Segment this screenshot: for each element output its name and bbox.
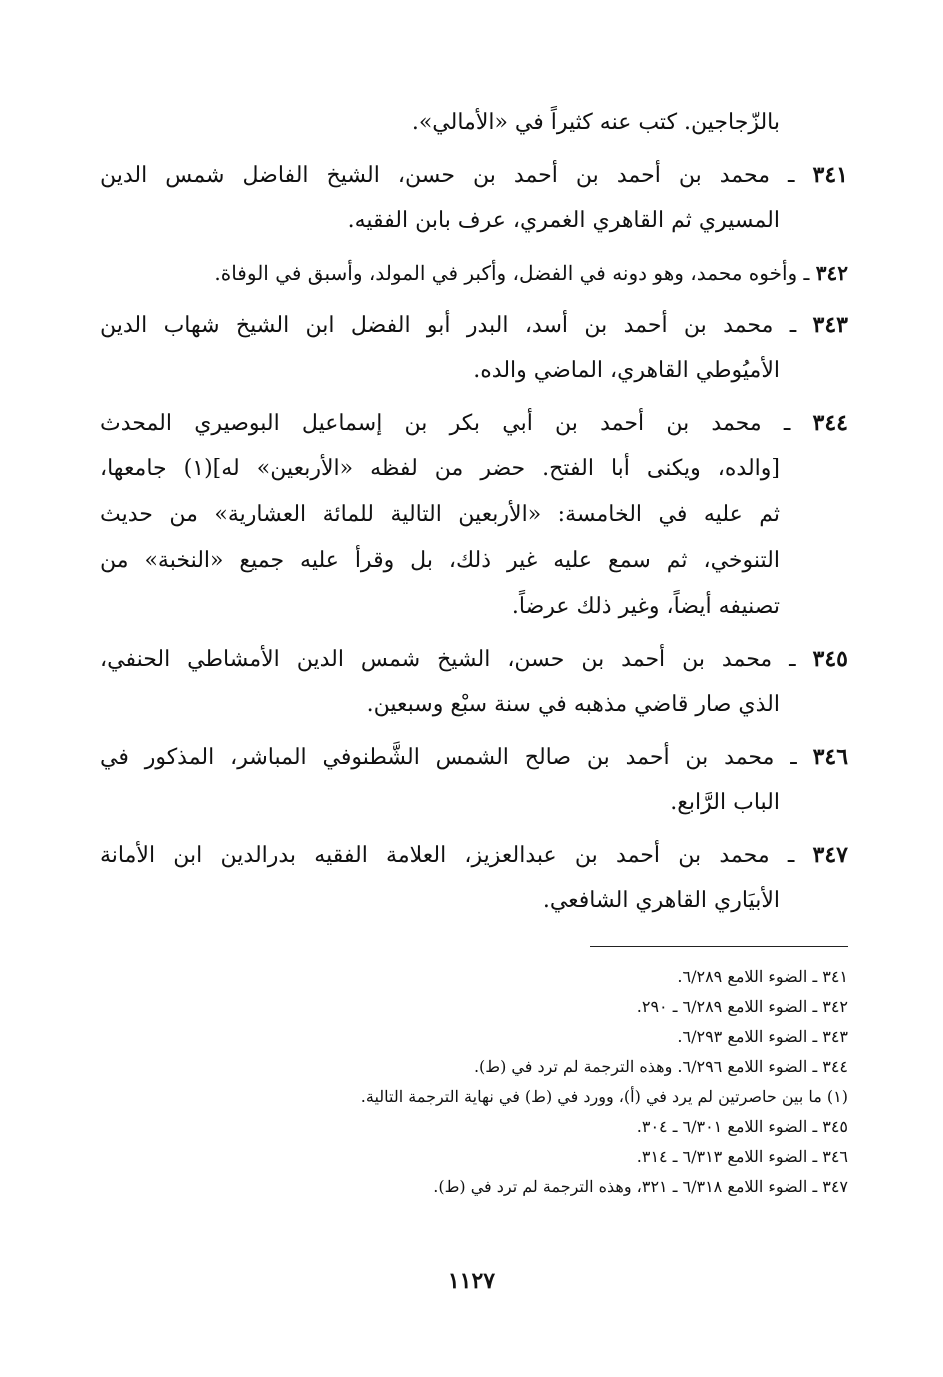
entry-line: الأبيَاري القاهري الشافعي. xyxy=(542,888,780,913)
intro-paragraph xyxy=(100,100,848,146)
entry-347 xyxy=(100,832,848,924)
entry-line: ٣٤١ ـ محمد بن أحمد بن أحمد بن حسن، الشيخ الفاضل شمس الدين xyxy=(100,162,848,188)
entry-number: ٣٤٥ xyxy=(812,646,848,672)
entry-line: ٣٤٦ ـ محمد بن أحمد بن صالح الشمس الشَّطنوفي المباشر، المذكور في xyxy=(100,744,848,770)
intro-line: بالزّجاجين. كتب عنه كثيراً في «الأمالي». xyxy=(411,110,780,135)
main-text xyxy=(100,100,848,930)
footnote: ٣٤٥ ـ الضوء اللامع ٦/٣٠١ ـ ٣٠٤. xyxy=(636,1117,848,1136)
footnote: ٣٤٢ ـ الضوء اللامع ٦/٢٨٩ ـ ٢٩٠. xyxy=(636,997,848,1016)
entry-line: ٣٤٥ ـ محمد بن أحمد بن حسن، الشيخ شمس الدين الأمشاطي الحنفي، xyxy=(100,646,848,672)
entry-line: الباب الرَّابع. xyxy=(670,790,780,815)
footnote: ٣٤١ ـ الضوء اللامع ٦/٢٨٩. xyxy=(677,967,848,986)
entry-line: تصنيفه أيضاً، وغير ذلك عرضاً. xyxy=(511,594,780,619)
entry-line: الذي صار قاضي مذهبه في سنة سبْع وسبعين. xyxy=(366,692,780,717)
entry-number: ٣٤٦ xyxy=(812,744,848,770)
entry-line: ٣٤٢ ـ وأخوه محمد، وهو دونه في الفضل، وأكبر في المولد، وأسبق في الوفاة. xyxy=(214,261,848,285)
footnote: ٣٤٤ ـ الضوء اللامع ٦/٢٩٦. وهذه الترجمة لم ترد في (ط). xyxy=(473,1057,848,1076)
entry-342 xyxy=(100,250,848,296)
entry-line: ٣٤٤ ـ محمد بن أحمد بن أبي بكر بن إسماعيل البوصيري المحدث xyxy=(100,410,848,436)
footnotes xyxy=(140,962,848,1202)
entry-number: ٣٤٤ xyxy=(812,410,848,436)
entry-341 xyxy=(100,152,848,244)
footnote: ٣٤٦ ـ الضوء اللامع ٦/٣١٣ ـ ٣١٤. xyxy=(636,1147,848,1166)
entry-line: [والده، ويكنى أبا الفتح. حضر من لفظه «الأربعين» له](١) جامعها، xyxy=(100,456,780,481)
entry-line: التنوخي، ثم سمع عليه غير ذلك، بل وقرأ عليه جميع «النخبة» من xyxy=(100,548,780,573)
entry-line: ٣٤٣ ـ محمد بن أحمد بن أسد، البدر أبو الفضل ابن الشيخ شهاب الدين xyxy=(100,312,848,338)
entry-number: ٣٤٢ xyxy=(815,261,848,285)
entry-line: ٣٤٧ ـ محمد بن أحمد بن عبدالعزيز، العلامة الفقيه بدرالدين ابن الأمانة xyxy=(100,842,848,868)
entry-number: ٣٤١ xyxy=(812,162,848,188)
footnote: ٣٤٣ ـ الضوء اللامع ٦/٢٩٣. xyxy=(677,1027,848,1046)
entry-343 xyxy=(100,302,848,394)
entry-346 xyxy=(100,734,848,826)
entry-line: ثم عليه في الخامسة: «الأربعين التالية للمائة العشارية» من حديث xyxy=(100,502,780,527)
entry-344 xyxy=(100,400,848,630)
footnote: (١) ما بين حاصرتين لم يرد في (أ)، وورد في (ط) في نهاية الترجمة التالية. xyxy=(360,1087,848,1106)
entry-345 xyxy=(100,636,848,728)
page-number: ١١٢٧ xyxy=(447,1268,496,1294)
footnote: ٣٤٧ ـ الضوء اللامع ٦/٣١٨ ـ ٣٢١، وهذه الترجمة لم ترد في (ط). xyxy=(433,1177,848,1196)
entry-number: ٣٤٧ xyxy=(812,842,848,868)
entry-line: الأميُوطي القاهري، الماضي والده. xyxy=(473,358,780,383)
entry-number: ٣٤٣ xyxy=(812,312,848,338)
footnote-divider xyxy=(590,946,848,947)
entry-line: المسيري ثم القاهري الغمري، عرف بابن الفقيه. xyxy=(347,208,780,233)
